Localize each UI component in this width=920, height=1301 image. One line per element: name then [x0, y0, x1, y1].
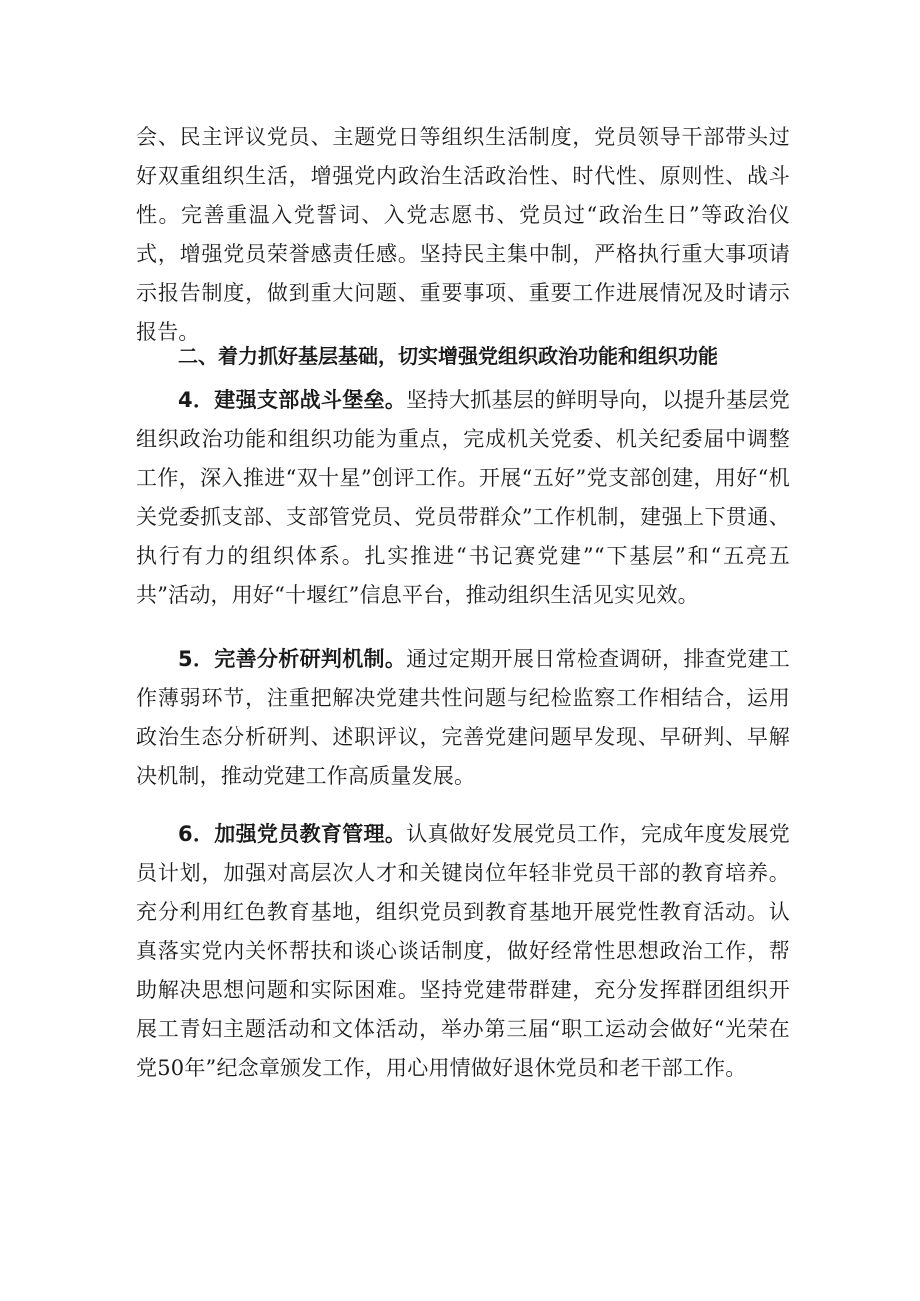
paragraph-intro: 会、民主评议党员、主题党日等组织生活制度，党员领导干部带头过好双重组织生活，增强党内政治生活政治性、时代性、原则性、战斗性。完善重温入党誓词、入党志愿书、党员过“政治生日”等政治仪式，增强党员荣誉感责任感。坚持民主集中制，严格执行重大事项请示报告制度，做到重大问题、重要事项、重要工作进展情况及时请示报告。 — [136, 125, 790, 344]
item-6-title: 6．加强党员教育管理。 — [178, 822, 407, 846]
item-5-title: 5．完善分析研判机制。 — [178, 647, 407, 671]
paragraph-item-6 — [136, 815, 790, 1088]
paragraph-item-5 — [136, 640, 790, 796]
item-5-body: 通过定期开展日常检查调研，排查党建工作薄弱环节，注重把解决党建共性问题与纪检监察工作相结合，运用政治生态分析研判、述职评议，完善党建问题早发现、早研判、早解决机制，推动党建工作高质量发展。 — [136, 647, 790, 788]
item-4-body: 坚持大抓基层的鲜明导向，以提升基层党组织政治功能和组织功能为重点，完成机关党委、机关纪委届中调整工作，深入推进“双十星”创评工作。开展“五好”党支部创建，用好“机关党委抓支部、支部管党员、党员带群众”工作机制，建强上下贯通、执行有力的组织体系。扎实推进“书记赛党建”“下基层”和“五亮五共”活动，用好“十堰红”信息平台，推动组织生活见实见效。 — [136, 388, 790, 607]
item-6-body: 认真做好发展党员工作，完成年度发展党员计划，加强对高层次人才和关键岗位年轻非党员干部的教育培养。充分利用红色教育基地，组织党员到教育基地开展党性教育活动。认真落实党内关怀帮扶和谈心谈话制度，做好经常性思想政治工作，帮助解决思想问题和实际困难。坚持党建带群建，充分发挥群团组织开展工青妇主题活动和文体活动，举办第三届“职工运动会做好“光荣在党50年”纪念章颁发工作，用心用情做好退休党员和老干部工作。 — [136, 822, 790, 1080]
paragraph-item-4 — [136, 381, 790, 615]
item-4-title: 4．建强支部战斗堡垒。 — [178, 388, 407, 412]
section-heading: 二、着力抓好基层基础，切实增强党组织政治功能和组织功能 — [178, 344, 718, 368]
